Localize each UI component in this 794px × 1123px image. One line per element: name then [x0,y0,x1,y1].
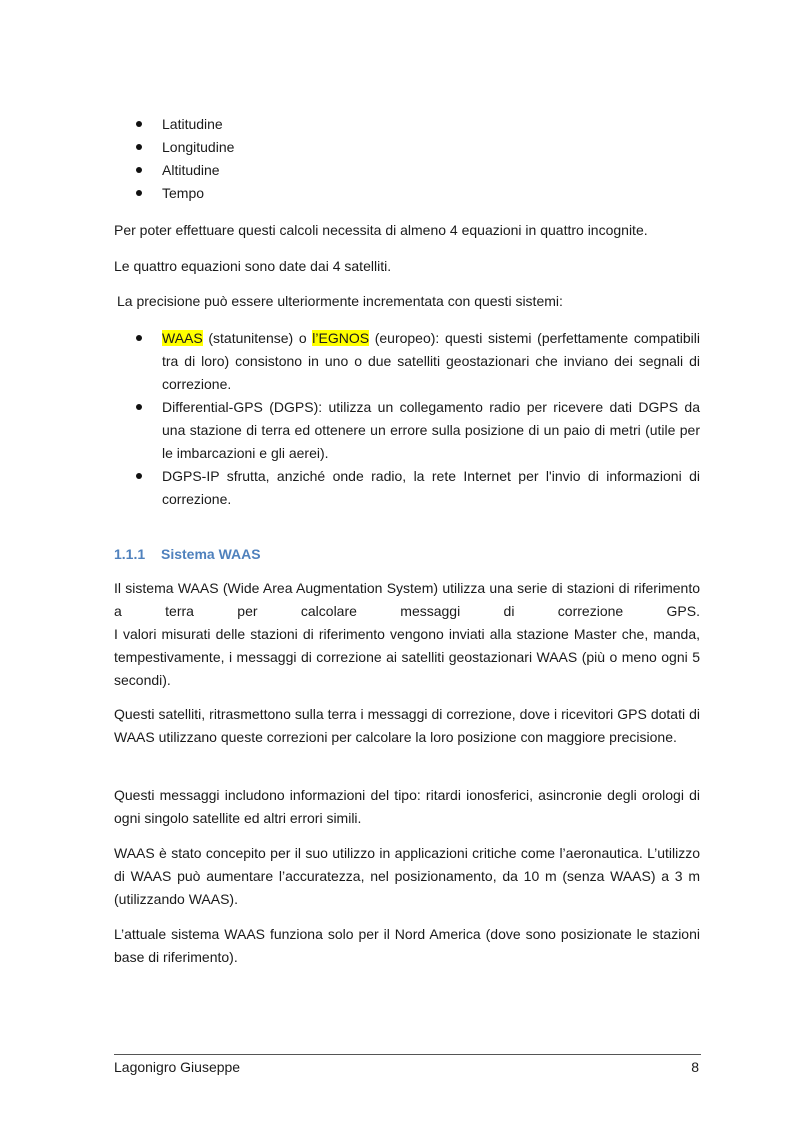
bullet-icon [136,167,142,173]
section-number: 1.1.1 [114,546,146,562]
list-item: Tempo [114,182,234,205]
highlight-waas: WAAS [162,330,203,346]
list-item-waas: WAAS (statunitense) o l’EGNOS (europeo): questi sistemi (perfettamente compatibili tra di loro) consistono in uno o due satelliti geostazionari che inviano dei segnali di correzione. [114,327,700,396]
paragraph-waas-coverage: L’attuale sistema WAAS funziona solo per il Nord America (dove sono posizionate le stazioni base di riferimento). [114,926,700,965]
paragraph-calculations: Per poter effettuare questi calcoli necessita di almeno 4 equazioni in quattro incognite. [114,222,648,238]
list-item: Latitudine [114,113,234,136]
bullet-icon [136,144,142,150]
paragraph-equations: Le quattro equazioni sono date dai 4 satelliti. [114,258,392,274]
bullet-icon [136,473,142,479]
list-item-dgps: Differential-GPS (DGPS): utilizza un collegamento radio per ricevere dati DGPS da una stazione di terra ed ottenere un errore sulla posizione di un paio di metri (utile per le imbarcazioni e gli aerei). [114,396,700,465]
list-item-dgpsip: DGPS-IP sfrutta, anziché onde radio, la rete Internet per l'invio di informazioni di correzione. [114,465,700,511]
page-number: 8 [691,1059,699,1075]
bullet-icon [136,335,142,341]
footer-author: Lagonigro Giuseppe [114,1059,241,1075]
section-heading [114,543,261,566]
footer-divider [114,1054,701,1055]
paragraph-waas-messages: Questi messaggi includono informazioni del tipo: ritardi ionosferici, asincronie degli orologi di ogni singolo satellite ed altri errori simili. [114,787,700,826]
paragraph-precision: La precisione può essere ulteriormente incrementata con questi sistemi: [117,293,563,309]
list-item: Altitudine [114,159,234,182]
bullet-icon [136,404,142,410]
highlight-egnos: l’EGNOS [312,330,370,346]
list-item: Longitudine [114,136,234,159]
paragraph-waas-accuracy: WAAS è stato concepito per il suo utilizzo in applicazioni critiche come l’aeronautica. L’utilizzo di WAAS può aumentare l’accuratezza, nel posizionamento, da 10 m (senza WAAS) a 3 m (utilizzando WAAS). [114,845,700,907]
systems-list [114,327,700,511]
paragraph-waas-master: I valori misurati delle stazioni di riferimento vengono inviati alla stazione Master che, manda, tempestivamente, i messaggi di correzione ai satelliti geostazionari WAAS (più o meno ogni 5 secondi). [114,626,700,688]
coordinates-list [114,113,234,205]
paragraph-waas-intro: Il sistema WAAS (Wide Area Augmentation System) utilizza una serie di stazioni di riferimento a terra per calcolare messaggi di correzione GPS. [114,580,700,619]
bullet-icon [136,121,142,127]
paragraph-waas-satellites: Questi satelliti, ritrasmettono sulla terra i messaggi di correzione, dove i ricevitori GPS dotati di WAAS utilizzano queste correzioni per calcolare la loro posizione con maggiore precisione. [114,706,700,745]
section-title: Sistema WAAS [161,546,261,562]
bullet-icon [136,190,142,196]
